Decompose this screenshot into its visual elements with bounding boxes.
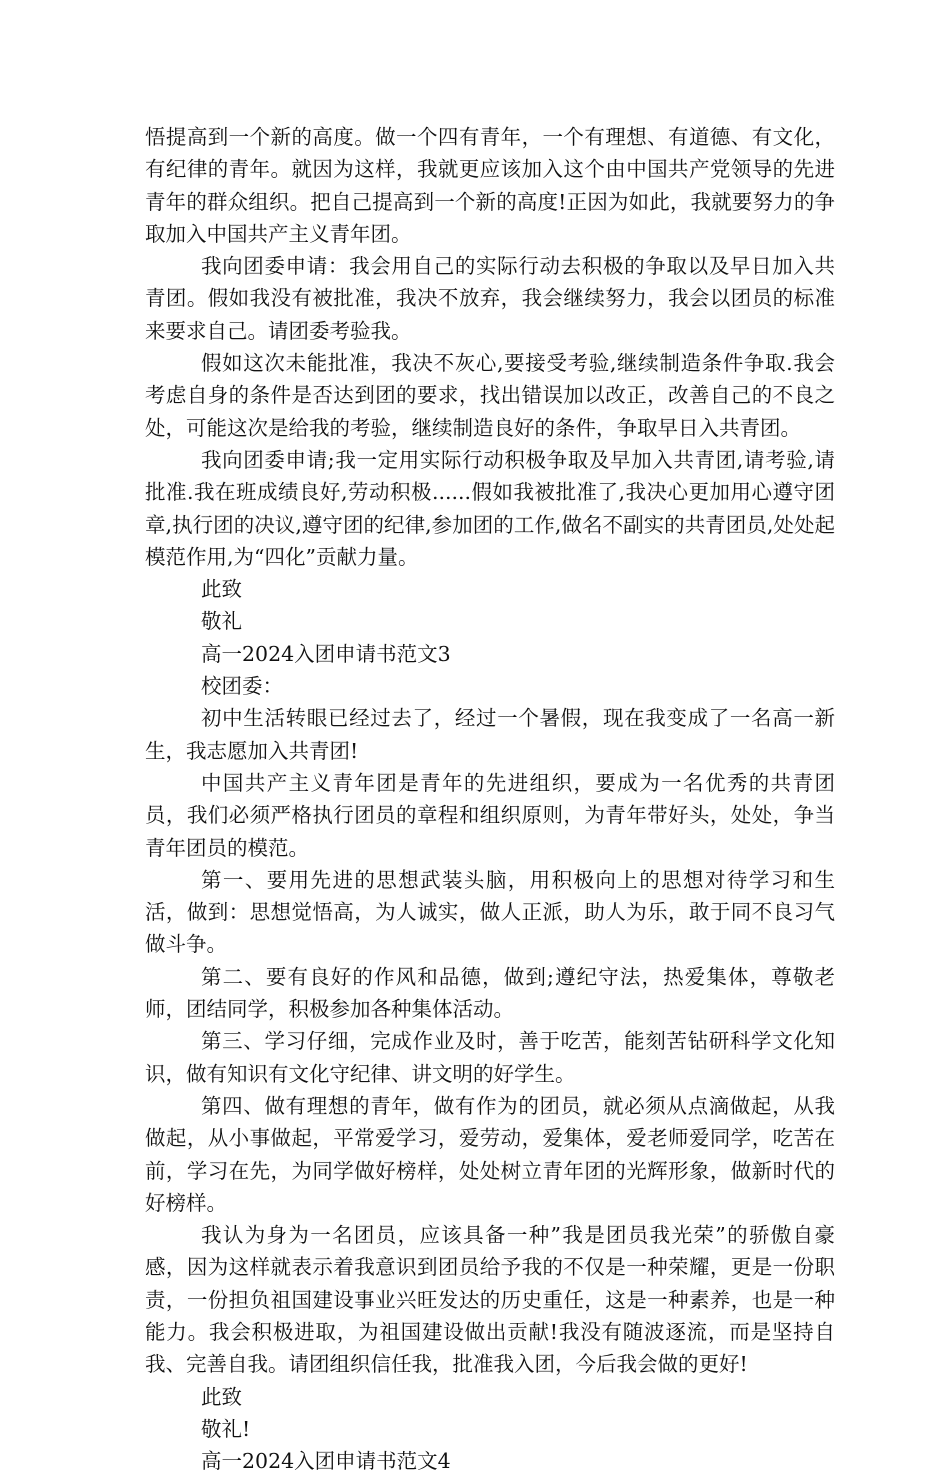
section-heading-sample-3: 高一2024入团申请书范文3 <box>201 641 451 666</box>
paragraph-league-description: 中国共产主义青年团是青年的先进组织，要成为一名优秀的共青团员，我们必须严格执行团员的章程和组织原则，为青年带好头，处处，争当青年团员的模范。 <box>145 770 835 860</box>
addressee: 校团委： <box>201 674 283 699</box>
closing-salutation: 此致 <box>201 577 242 602</box>
paragraph-pride: 我认为身为一名团员，应该具备一种”我是团员我光荣”的骄傲自豪感，因为这样就表示着我意识到团员给予我的不仅是一种荣耀，更是一份职责，一份担负祖国建设事业兴旺发达的历史重任，这是一种素养，也是一种能力。我会积极进取，为祖国建设做出贡献!我没有随波逐流，而是坚持自我、完善自我。请团组织信任我，批准我入团，今后我会做的更好! <box>145 1223 835 1377</box>
paragraph-point-two: 第二、要有良好的作风和品德，做到;遵纪守法，热爱集体，尊敬老师，团结同学，积极参加各种集体活动。 <box>145 964 835 1022</box>
closing-salutation-2: 此致 <box>201 1384 242 1409</box>
closing-regards: 敬礼 <box>201 609 242 634</box>
section-heading-sample-4: 高一2024入团申请书范文4 <box>201 1449 451 1474</box>
paragraph-continuation: 悟提高到一个新的高度。做一个四有青年，一个有理想、有道德、有文化，有纪律的青年。就因为这样，我就更应该加入这个由中国共产党领导的先进青年的群众组织。把自己提高到一个新的高度!正因为如此，我就要努力的争取加入中国共产主义青年团。 <box>145 125 835 246</box>
closing-regards-2: 敬礼! <box>201 1416 251 1441</box>
document-page <box>145 121 835 1477</box>
paragraph-commitment: 我向团委申请;我一定用实际行动积极争取及早加入共青团,请考验,请批准.我在班成绩良好,劳动积极......假如我被批准了,我决心更加用心遵守团章,执行团的决议,遵守团的纪律,参加团的工作,做名不副实的共青团员,处处起模范作用,为“四化”贡献力量。 <box>145 447 835 569</box>
paragraph-point-four: 第四、做有理想的青年，做有作为的团员，就必须从点滴做起，从我做起，从小事做起，平常爱学习，爱劳动，爱集体，爱老师爱同学，吃苦在前，学习在先，为同学做好榜样，处处树立青年团的光辉形象，做新时代的好榜样。 <box>145 1093 835 1215</box>
paragraph-point-one: 第一、要用先进的思想武装头脑，用积极向上的思想对待学习和生活，做到：思想觉悟高，为人诚实，做人正派，助人为乐，敢于同不良习气做斗争。 <box>145 867 835 957</box>
paragraph-if-not-approved: 假如这次未能批准，我决不灰心,要接受考验,继续制造条件争取.我会考虑自身的条件是否达到团的要求，找出错误加以改正，改善自己的不良之处，可能这次是给我的考验，继续制造良好的条件，争取早日入共青团。 <box>145 351 835 440</box>
paragraph-point-three: 第三、学习仔细，完成作业及时，善于吃苦，能刻苦钻研科学文化知识，做有知识有文化守纪律、讲文明的好学生。 <box>145 1029 835 1086</box>
paragraph-intro: 初中生活转眼已经过去了，经过一个暑假，现在我变成了一名高一新生，我志愿加入共青团! <box>145 706 835 763</box>
paragraph-application-statement: 我向团委申请：我会用自己的实际行动去积极的争取以及早日加入共青团。假如我没有被批准，我决不放弃，我会继续努力，我会以团员的标准来要求自己。请团委考验我。 <box>145 254 835 343</box>
